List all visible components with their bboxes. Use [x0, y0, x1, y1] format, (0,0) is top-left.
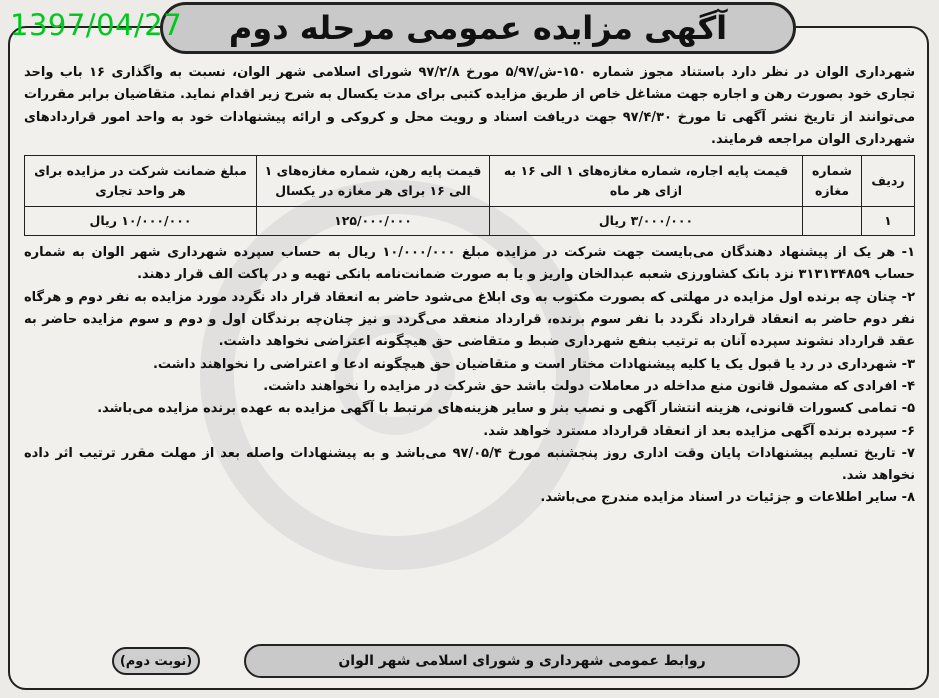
term-item: ۶- سپرده برنده آگهی مزایده بعد از انعقاد قرارداد مسترد خواهد شد. — [483, 423, 915, 439]
term-item: ۸- سایر اطلاعات و جزئیات در اسناد مزایده مندرج می‌باشد. — [540, 490, 915, 506]
cell-row-number: ۱ — [862, 207, 915, 236]
cell-shop-number — [803, 207, 862, 236]
table-row — [25, 207, 915, 236]
intro-section — [24, 62, 915, 151]
header-guarantee-amount: مبلغ ضمانت شرکت در مزایده برای هر واحد تجاری — [25, 156, 257, 207]
notice-title: آگهی مزایده عمومی مرحله دوم — [228, 9, 728, 47]
auction-table — [24, 155, 915, 236]
header-mortgage-price: قیمت پایه رهن، شماره مغازه‌های ۱ الی ۱۶ برای هر مغازه در یکسال — [257, 156, 490, 207]
term-item: ۲- چنان چه برنده اول مزایده در مهلتی که بصورت مکتوب به وی ابلاغ می‌شود حاضر به انعقاد قرار داد نگردد مورد مزایده به نفر دوم و هرگاه نفر دوم حاضر به انعقاد قرارداد نگردد با نفر سوم برنده، قرارداد منعقد می‌گردد و نیز چنان‌چه برندگان اول و دوم و سوم مزایده حاضر به عقد قرارداد نشوند سپرده آنان به ترتیب بنفع شهرداری ضبط و متقاضی حق هیچگونه اعتراضی نخواهد داشت. — [24, 289, 915, 350]
cell-mortgage-price: ۱۲۵/۰۰۰/۰۰۰ — [257, 207, 490, 236]
title-banner — [160, 2, 796, 54]
date-stamp: 1397/04/27 — [10, 8, 183, 42]
header-shop-number: شماره مغازه — [803, 156, 862, 207]
header-row-number: ردیف — [862, 156, 915, 207]
header-rent-price: قیمت پایه اجاره، شماره مغازه‌های ۱ الی ۱۶ به ازای هر ماه — [490, 156, 803, 207]
round-badge — [112, 647, 200, 675]
round-badge-label: (نوبت دوم) — [119, 653, 193, 669]
table-header-row — [25, 156, 915, 207]
intro-paragraph: شهرداری الوان در نظر دارد باستناد مجوز شماره ۱۵۰-ش/۵/۹۷ مورخ ۹۷/۲/۸ شورای اسلامی شهر الوان، نسبت به واگذاری ۱۶ باب واحد تجاری خود بصورت رهن و اجاره جهت مشاغل خاص از طریق مزایده کتبی برای مدت یکسال به شرح زیر اقدام نماید. متقاضیان برابر مقررات می‌توانند از تاریخ نشر آگهی تا مورخ ۹۷/۴/۳۰ جهت دریافت اسناد و رویت محل و کروکی و ارائه پیشنهادات خود به واحد امور قراردادهای شهرداری الوان مراجعه فرمایند. — [24, 65, 915, 147]
term-item: ۷- تاریخ تسلیم پیشنهادات پایان وقت اداری روز پنجشنبه مورخ ۹۷/۰۵/۴ می‌باشد و به پیشنهادات واصله بعد از مهلت مقرر ترتیب اثر داده نخواهد شد. — [24, 445, 915, 484]
term-item: ۴- افرادی که مشمول قانون منع مداخله در معاملات دولت باشد حق شرکت در مزایده را نخواهند داشت. — [263, 378, 915, 394]
footer-banner — [244, 644, 800, 678]
cell-rent-price: ۳/۰۰۰/۰۰۰ ریال — [490, 207, 803, 236]
term-item: ۱- هر یک از پیشنهاد دهندگان می‌بایست جهت شرکت در مزایده مبلغ ۱۰/۰۰۰/۰۰۰ ریال به حساب سپرده شهرداری شهر الوان به شماره حساب ۳۱۳۱۳۴۸۵۹ نزد بانک کشاورزی شعبه عبدالخان واریز و یا به صورت ضمانت‌نامه بانکی تهیه و در پاکت الف قرار دهند. — [24, 245, 915, 283]
footer-signature: روابط عمومی شهرداری و شورای اسلامی شهر الوان — [338, 653, 706, 669]
cell-guarantee-amount: ۱۰/۰۰۰/۰۰۰ ریال — [25, 207, 257, 236]
term-item: ۳- شهرداری در رد یا قبول یک یا کلیه پیشنهادات مختار است و متقاضیان حق هیچگونه ادعا و اعتراضی را نخواهند داشت. — [152, 356, 915, 372]
notice-body — [24, 62, 915, 510]
term-item: ۵- تمامی کسورات قانونی، هزینه انتشار آگهی و نصب بنر و سایر هزینه‌های مرتبط با آگهی مزایده به عهده برنده مزایده می‌باشد. — [97, 401, 915, 417]
terms-list — [24, 242, 915, 510]
